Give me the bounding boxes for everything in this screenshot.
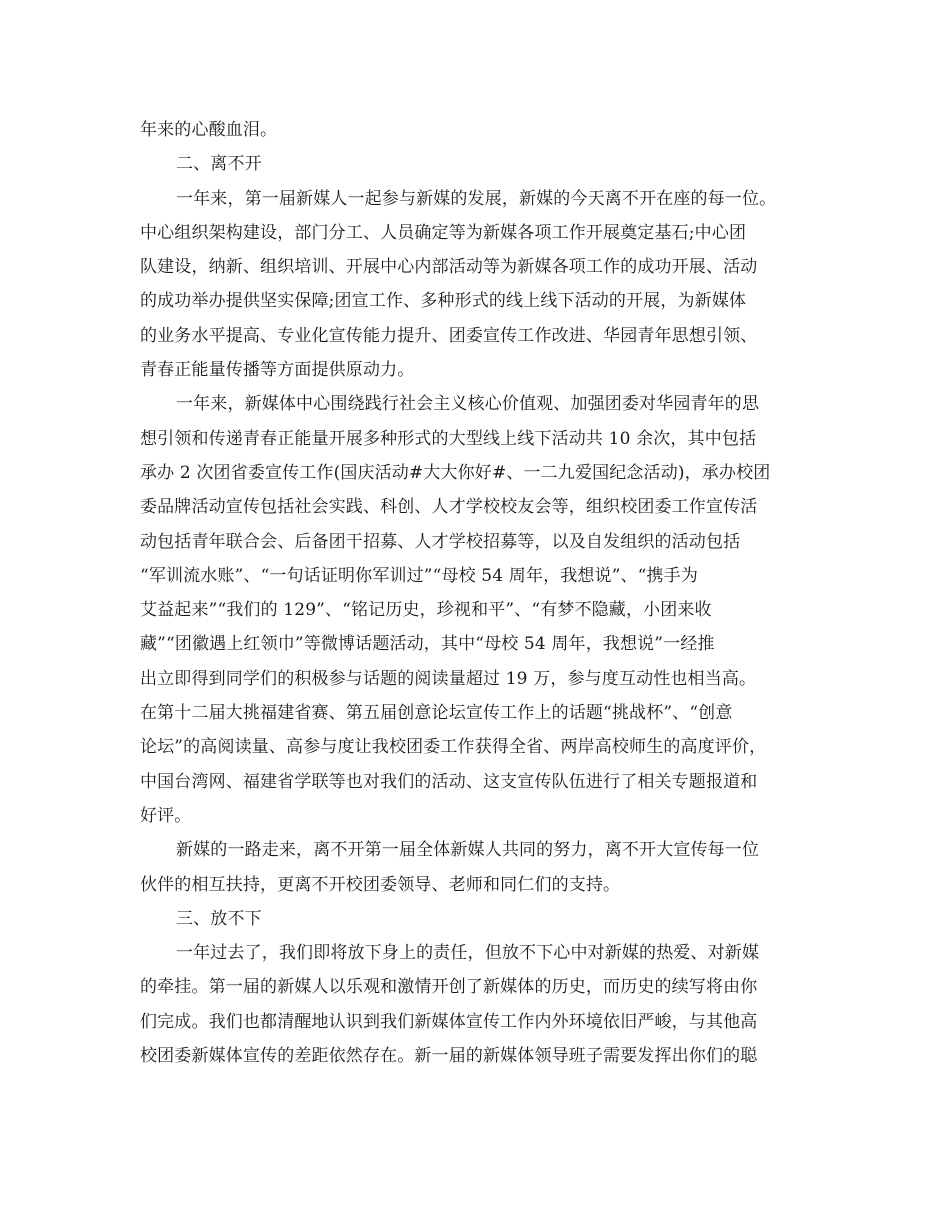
text-line: 新媒的一路走来，离不开第一届全体新媒人共同的努力，离不开大宣传每一位 — [176, 840, 760, 861]
text-line: 出立即得到同学们的积极参与话题的阅读量超过 19 万，参与度互动性也相当高。 — [140, 668, 757, 689]
text-line: 三、放不下 — [176, 908, 262, 929]
text-line: 们完成。我们也都清醒地认识到我们新媒体宣传工作内外环境依旧严峻，与其他高 — [140, 1011, 758, 1032]
document-body — [140, 113, 830, 1073]
text-line: “军训流水账”、“一句话证明你军训过”“母校 54 周年，我想说”、“携手为 — [140, 565, 698, 586]
text-line: 想引领和传递青春正能量开展多种形式的大型线上线下活动共 10 余次，其中包括 — [140, 428, 757, 449]
text-line: 动包括青年联合会、后备团干招募、人才学校招募等，以及自发组织的活动包括 — [140, 531, 741, 552]
text-line: 委品牌活动宣传包括社会实践、科创、人才学校校友会等，组织校团委工作宣传活 — [140, 497, 758, 518]
text-line: 的成功举办提供坚实保障;团宣工作、多种形式的线上线下活动的开展，为新媒体 — [140, 291, 747, 312]
text-line: 伙伴的相互扶持，更离不开校团委领导、老师和同仁们的支持。 — [140, 874, 621, 895]
text-line: 校团委新媒体宣传的差距依然存在。新一届的新媒体领导班子需要发挥出你们的聪 — [140, 1046, 758, 1067]
text-line: 二、离不开 — [176, 154, 262, 175]
text-line: 承办 2 次团省委宣传工作(国庆活动#大大你好#、一二九爱国纪念活动)，承办校团 — [140, 462, 771, 483]
text-line: 好评。 — [140, 805, 192, 826]
text-line: 一年来，第一届新媒人一起参与新媒的发展，新媒的今天离不开在座的每一位。 — [176, 188, 777, 209]
text-line: 一年过去了，我们即将放下身上的责任，但放不下心中对新媒的热爱、对新媒 — [176, 943, 760, 964]
text-line: 的牵挂。第一届的新媒人以乐观和激情开创了新媒体的历史，而历史的续写将由你 — [140, 977, 758, 998]
text-line: 的业务水平提高、专业化宣传能力提升、团委宣传工作改进、华园青年思想引领、 — [140, 325, 758, 346]
text-line: 藏”“团徽遇上红领巾”等微博话题活动，其中“母校 54 周年，我想说”一经推 — [140, 634, 715, 655]
text-line: 队建设，纳新、组织培训、开展中心内部活动等为新媒各项工作的成功开展、活动 — [140, 257, 758, 278]
text-line: 论坛”的高阅读量、高参与度让我校团委工作获得全省、两岸高校师生的高度评价， — [140, 737, 767, 758]
text-line: 中国台湾网、福建省学联等也对我们的活动、这支宣传队伍进行了相关专题报道和 — [140, 771, 758, 792]
text-line: 艾益起来”“我们的 129”、“铭记历史，珍视和平”、“有梦不隐藏，小团来收 — [140, 600, 712, 621]
text-line: 年来的心酸血泪。 — [140, 120, 278, 140]
text-line: 中心组织架构建设，部门分工、人员确定等为新媒各项工作开展奠定基石;中心团 — [140, 222, 747, 243]
text-line: 一年来，新媒体中心围绕践行社会主义核心价值观、加强团委对华园青年的思 — [176, 394, 760, 415]
text-line: 青春正能量传播等方面提供原动力。 — [140, 360, 415, 381]
text-line: 在第十二届大挑福建省赛、第五届创意论坛宣传工作上的话题“挑战杯”、“创意 — [140, 703, 733, 724]
